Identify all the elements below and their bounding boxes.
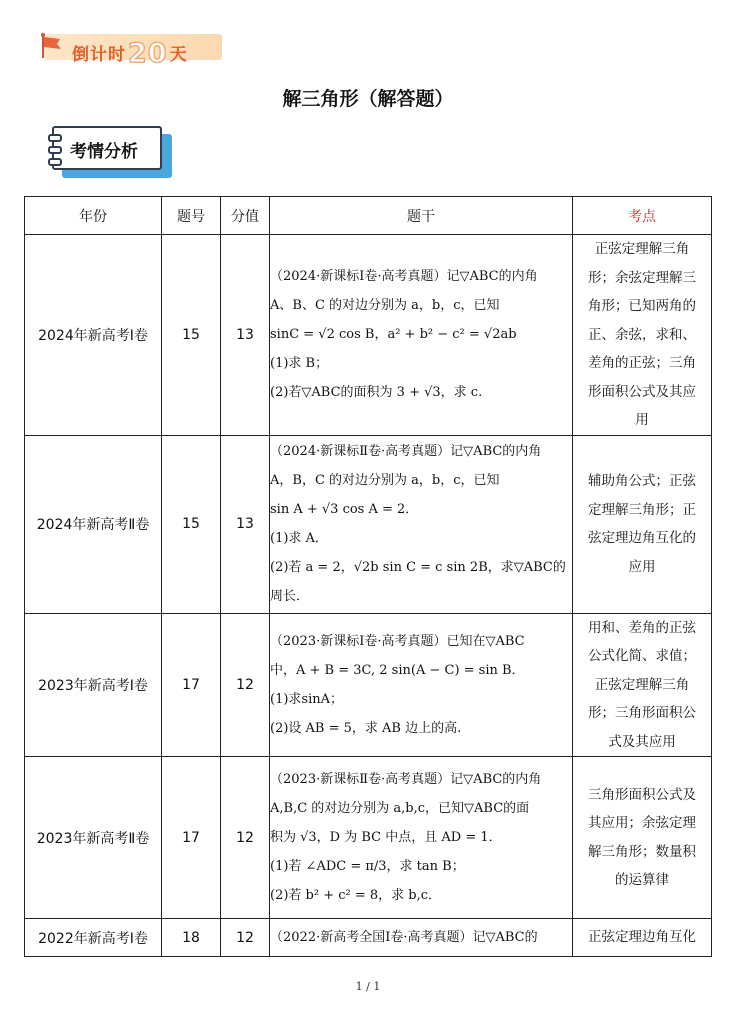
- stem-line: (2)若▽ABC的面积为 3 + √3，求 c.: [270, 385, 483, 401]
- table-row: [25, 235, 712, 436]
- spiral-ring-icon: [48, 158, 62, 166]
- score-cell: 13: [221, 235, 270, 436]
- stem-line: （2022·新高考全国Ⅰ卷·高考真题）记▽ABC的: [270, 930, 538, 945]
- stem-line: A,B,C 的对边分别为 a,b,c，已知▽ABC的面: [270, 801, 530, 816]
- knowledge-line: 弦定理边角互化的: [588, 530, 696, 546]
- stem-line: 积为 √3，D 为 BC 中点，且 AD = 1．: [270, 830, 502, 845]
- score-cell: 12: [221, 757, 270, 919]
- year-cell: 2024年新高考Ⅱ卷: [25, 435, 162, 613]
- year-cell: 2024年新高考Ⅰ卷: [25, 235, 162, 436]
- score-cell: 12: [221, 613, 270, 757]
- stem-cell: [270, 435, 573, 613]
- stem-line: A、B、C 的对边分别为 a，b，c，已知: [270, 298, 500, 314]
- stem-line: （2024·新课标Ⅱ卷·高考真题）记▽ABC的内角: [270, 444, 542, 459]
- stem-line: (1)求 B；: [270, 356, 329, 372]
- stem-cell: [270, 919, 573, 957]
- number-cell: 17: [162, 757, 221, 919]
- stem-cell: [270, 757, 573, 919]
- year-cell: 2023年新高考Ⅱ卷: [25, 757, 162, 919]
- year-cell: 2022年新高考Ⅰ卷: [25, 919, 162, 957]
- knowledge-line: 形面积公式及其应: [588, 383, 696, 400]
- knowledge-line: 正弦定理解三角: [594, 241, 690, 257]
- stem-line: （2023·新课标Ⅱ卷·高考真题）记▽ABC的内角: [270, 772, 542, 787]
- knowledge-cell: [573, 613, 712, 757]
- knowledge-line: 角形；已知两角的: [588, 298, 696, 314]
- table-row: [25, 435, 712, 613]
- number-cell: 17: [162, 613, 221, 757]
- year-cell: 2023年新高考Ⅰ卷: [25, 613, 162, 757]
- banner-number: 20: [128, 38, 168, 69]
- flag-icon: [38, 30, 66, 60]
- table-row: [25, 919, 712, 957]
- stem-line: (2)若 a = 2，√2b sin C = c sin 2B，求▽ABC的: [270, 560, 566, 575]
- knowledge-cell: [573, 757, 712, 919]
- section-header: [52, 126, 164, 176]
- knowledge-line: 差角的正弦；三角: [588, 355, 696, 371]
- knowledge-line: 辅助角公式；正弦: [588, 473, 696, 489]
- score-cell: 13: [221, 435, 270, 613]
- stem-line: (1)求 A．: [270, 531, 328, 546]
- stem-line: 中，A + B = 3C, 2 sin(A − C) = sin B．: [270, 662, 525, 678]
- knowledge-line: 用: [635, 412, 649, 428]
- knowledge-line: 解三角形；数量积: [588, 843, 696, 860]
- stem-line: (1)求sinA；: [270, 691, 344, 707]
- table-row: [25, 613, 712, 757]
- knowledge-line: 的运算律: [615, 872, 669, 888]
- knowledge-line: 形；余弦定理解三: [588, 269, 696, 286]
- table-header-row: [25, 197, 712, 235]
- number-cell: 18: [162, 919, 221, 957]
- countdown-banner: [38, 24, 222, 69]
- banner-suffix: 天: [169, 45, 188, 65]
- knowledge-cell: [573, 919, 712, 957]
- exam-analysis-table: [24, 196, 712, 957]
- knowledge-cell: [573, 235, 712, 436]
- number-cell: 15: [162, 435, 221, 613]
- stem-line: A，B，C 的对边分别为 a，b，c，已知: [270, 473, 500, 488]
- knowledge-line: 用和、差角的正弦: [588, 619, 696, 636]
- table-row: [25, 757, 712, 919]
- stem-line: (1)若 ∠ADC = π/3，求 tan B；: [270, 859, 465, 874]
- knowledge-line: 形；三角形面积公: [588, 705, 696, 721]
- number-cell: 15: [162, 235, 221, 436]
- header-score: 分值: [221, 197, 270, 235]
- knowledge-line: 公式化简、求值；: [588, 648, 696, 664]
- score-cell: 12: [221, 919, 270, 957]
- banner-prefix: 倒计时: [72, 45, 126, 65]
- knowledge-line: 定理解三角形；正: [588, 501, 696, 518]
- page-number: 1 / 1: [355, 980, 381, 993]
- knowledge-line: 应用: [628, 558, 656, 575]
- knowledge-line: 三角形面积公式及: [588, 786, 696, 803]
- knowledge-line: 正、余弦，求和、: [588, 326, 696, 343]
- spiral-ring-icon: [48, 134, 62, 142]
- stem-line: (2)若 b² + c² = 8，求 b,c．: [270, 888, 442, 903]
- banner-text: [72, 36, 188, 67]
- section-label: 考情分析: [70, 142, 138, 162]
- knowledge-line: 正弦定理边角互化: [588, 929, 696, 946]
- header-knowledge-point: 考点: [573, 197, 712, 235]
- header-year: 年份: [25, 197, 162, 235]
- header-stem: 题干: [270, 197, 573, 235]
- knowledge-line: 其应用；余弦定理: [588, 815, 696, 831]
- page-title: 解三角形（解答题）: [282, 88, 454, 110]
- stem-line: sin A + √3 cos A = 2．: [270, 502, 419, 517]
- stem-line: （2024·新课标Ⅰ卷·高考真题）记▽ABC的内角: [270, 269, 538, 285]
- stem-cell: [270, 235, 573, 436]
- header-number: 题号: [162, 197, 221, 235]
- spiral-ring-icon: [48, 146, 62, 154]
- stem-line: 周长．: [270, 589, 310, 604]
- knowledge-line: 正弦定理解三角: [594, 676, 690, 693]
- stem-cell: [270, 613, 573, 757]
- stem-line: （2023·新课标Ⅰ卷·高考真题）已知在▽ABC: [270, 633, 525, 649]
- knowledge-line: 式及其应用: [608, 733, 676, 750]
- stem-line: (2)设 AB = 5，求 AB 边上的高.: [270, 720, 462, 736]
- knowledge-cell: [573, 435, 712, 613]
- stem-line: sinC = √2 cos B，a² + b² − c² = √2ab: [270, 327, 517, 343]
